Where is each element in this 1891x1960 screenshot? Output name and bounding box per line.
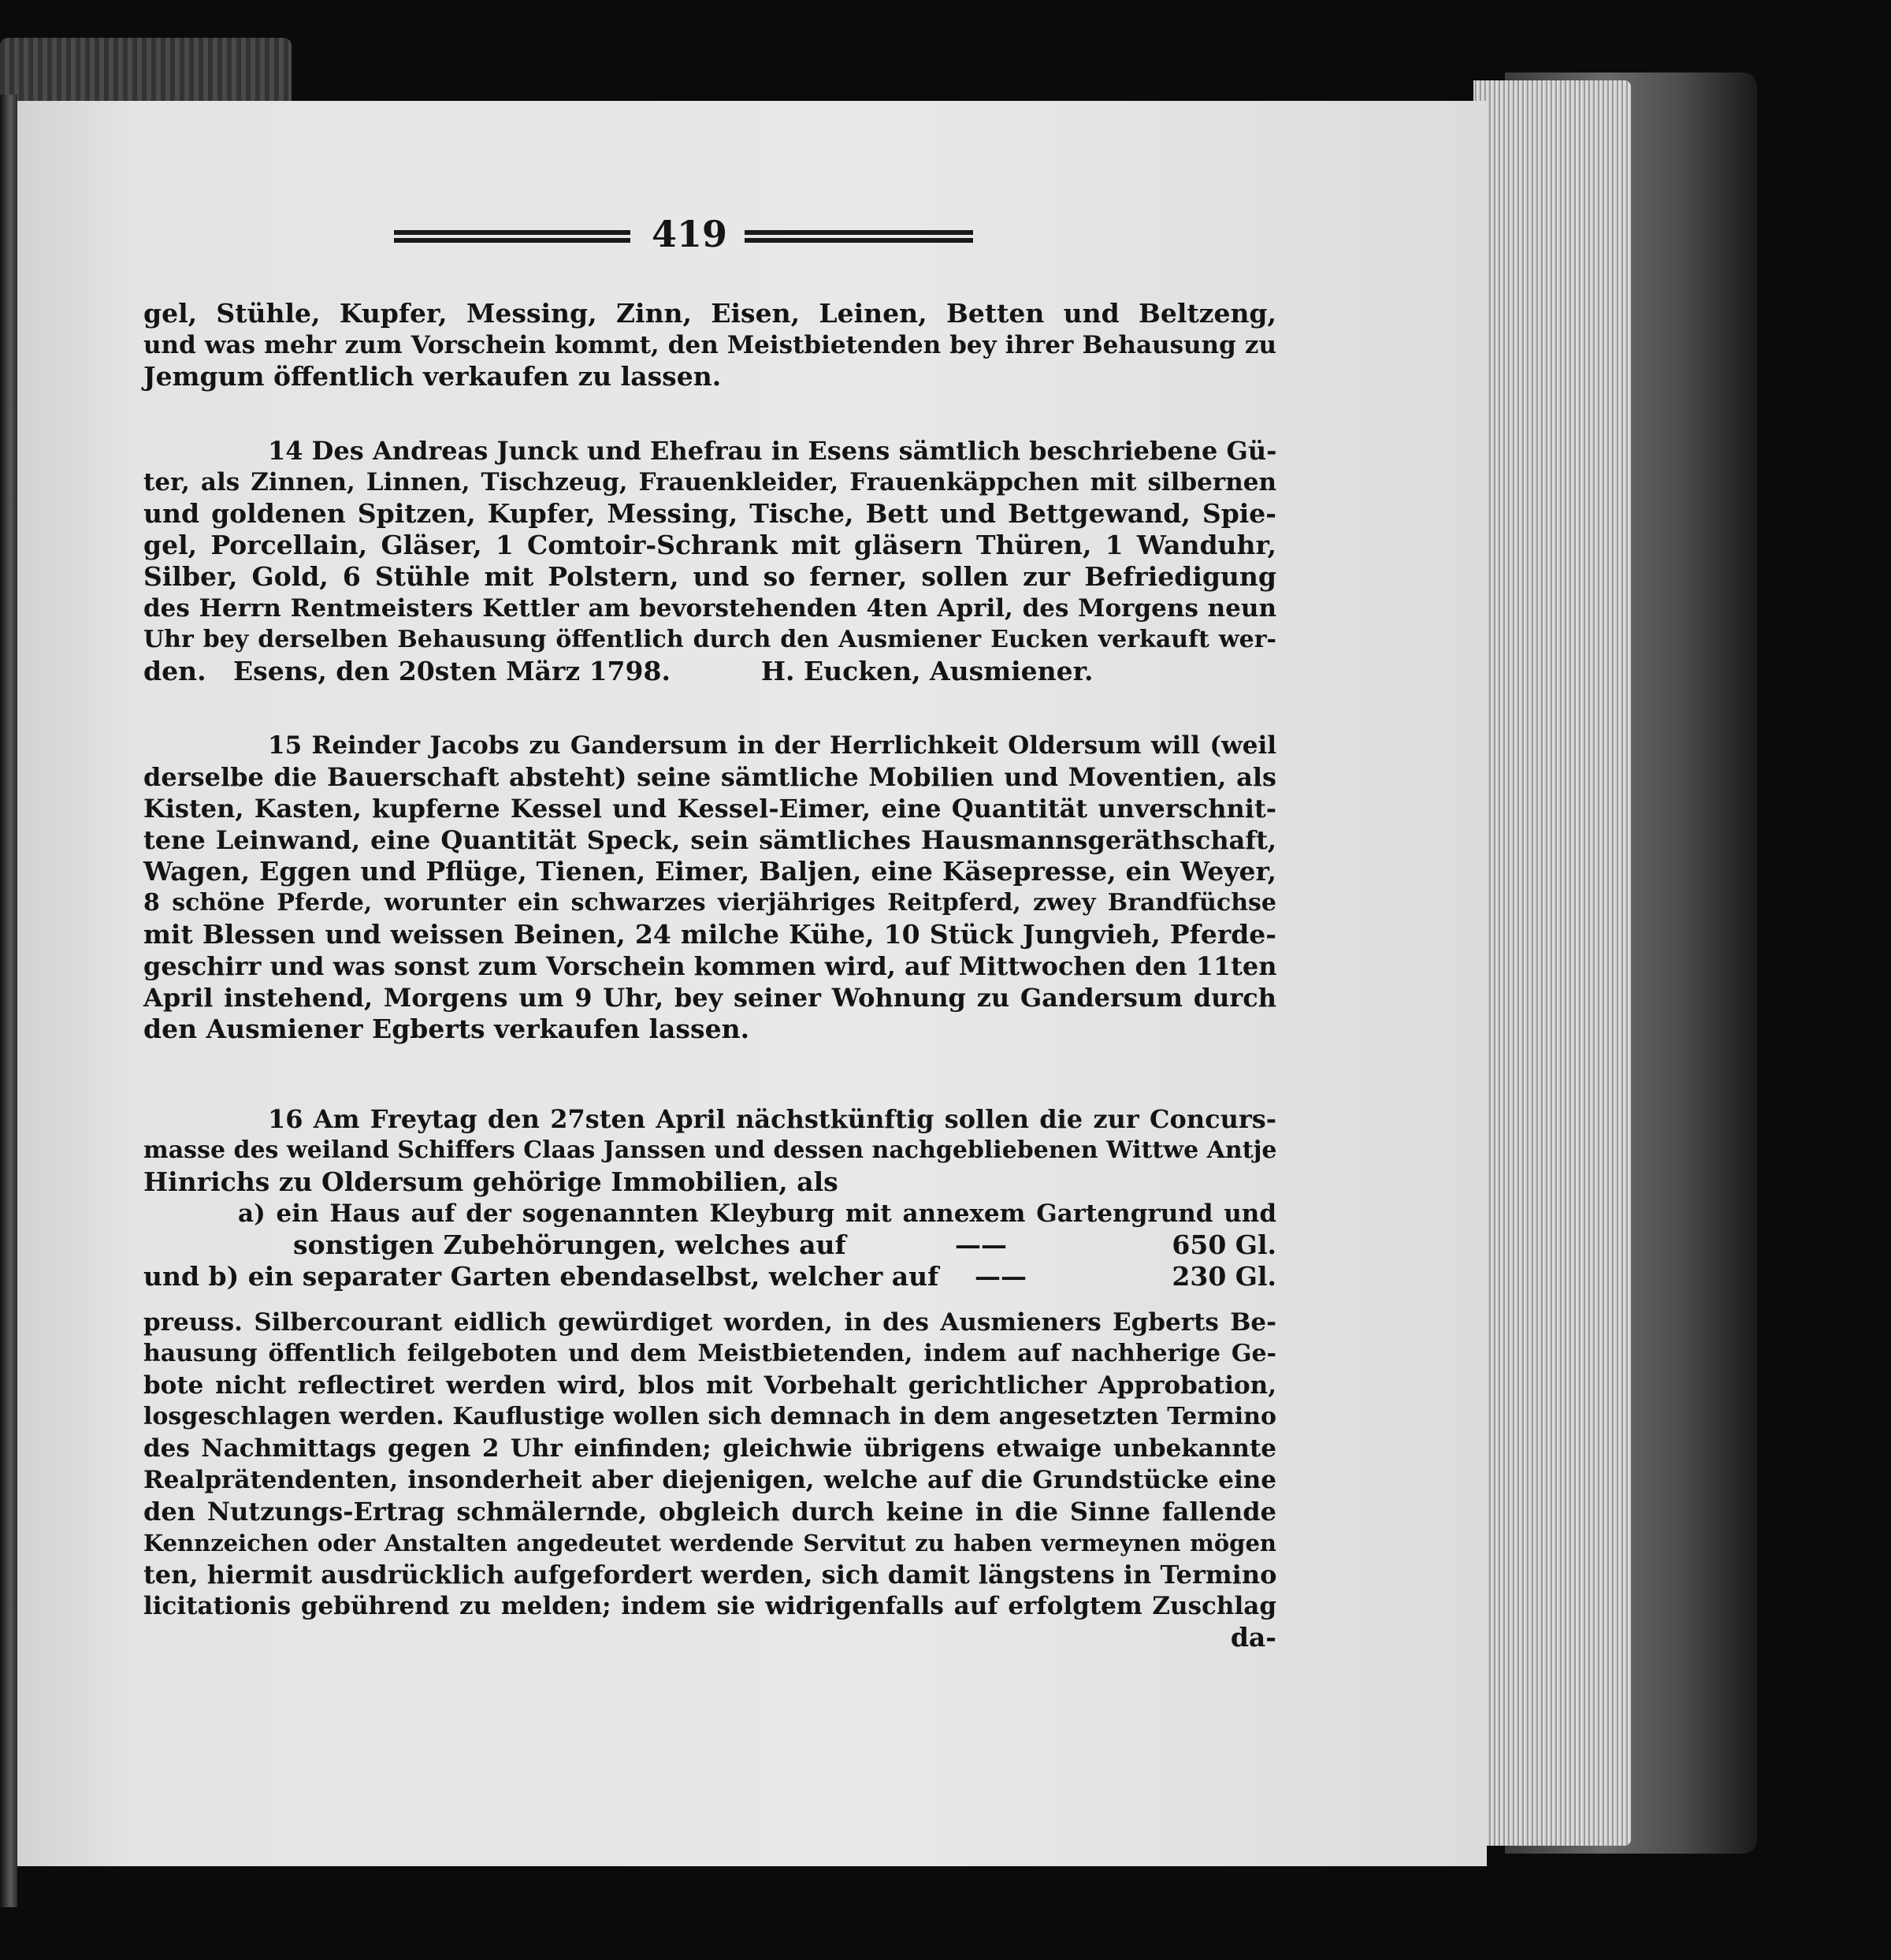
- text-line: Kennzeichen oder Anstalten angedeutet werdende Servitut zu haben vermeynen mögen: [143, 1530, 1276, 1556]
- catchword: da-: [1230, 1622, 1276, 1653]
- text-line: tene Leinwand, eine Quantität Speck, sein sämtliches Hausmannsgeräthschaft,: [143, 825, 1276, 855]
- item-a-dash: ——: [955, 1229, 1007, 1260]
- text-line: Wagen, Eggen und Pflüge, Tienen, Eimer, Baljen, eine Käsepresse, ein Weyer,: [143, 856, 1276, 887]
- text-line: und was mehr zum Vorschein kommt, den Meistbietenden bey ihrer Behausung zu: [143, 331, 1276, 359]
- binding-fabric: [0, 38, 292, 109]
- item-b-line: [143, 1261, 1276, 1292]
- text-line: den Ausmiener Egberts verkaufen lassen.: [143, 1013, 750, 1044]
- entry-14-start: 14 Des Andreas Junck und Ehefrau in Esens sämtlich beschriebene Gü-: [268, 436, 1277, 466]
- header-rule-left: [394, 230, 630, 243]
- text-line: Hinrichs zu Oldersum gehörige Immobilien, als: [143, 1166, 838, 1197]
- text-line: losgeschlagen werden. Kauflustige wollen sich demnach in dem angesetzten Termino: [143, 1403, 1276, 1430]
- spine-edge: [0, 95, 17, 1907]
- text-line: des Herrn Rentmeisters Kettler am bevorstehenden 4ten April, des Morgens neun: [143, 594, 1276, 623]
- page-text: [143, 298, 1276, 1653]
- text-line: hausung öffentlich feilgeboten und dem Meistbietenden, indem auf nachherige Ge-: [143, 1340, 1276, 1367]
- page-number: 419: [651, 213, 728, 255]
- text-line: geschirr und was sonst zum Vorschein kommen wird, auf Mittwochen den 11ten: [143, 951, 1277, 981]
- item-a-amount: 650 Gl.: [1172, 1229, 1276, 1260]
- header-rule-right: [745, 230, 973, 243]
- text-line: mit Blessen und weissen Beinen, 24 milche Kühe, 10 Stück Jungvieh, Pferde-: [143, 919, 1276, 950]
- item-a-value-line: [143, 1229, 1276, 1261]
- text-line: Kisten, Kasten, kupferne Kessel und Kessel-Eimer, eine Quantität unverschnit-: [143, 794, 1276, 824]
- item-b-amount: 230 Gl.: [1172, 1261, 1276, 1292]
- text-line: licitationis gebührend zu melden; indem sie widrigenfalls auf erfolgtem Zuschlag: [143, 1592, 1276, 1620]
- text-line: und goldenen Spitzen, Kupfer, Messing, Tische, Bett und Bettgewand, Spie-: [143, 498, 1276, 529]
- item-b-dash: ——: [975, 1261, 1027, 1292]
- text-line: masse des weiland Schiffers Claas Janssen und dessen nachgebliebenen Wittwe Antje: [143, 1136, 1277, 1164]
- signature-line: den. Esens, den 20sten März 1798. H. Eucken, Ausmiener.: [143, 656, 1094, 686]
- text-line: Uhr bey derselben Behausung öffentlich durch den Ausmiener Eucken verkauft wer-: [143, 626, 1276, 653]
- text-line: April instehend, Morgens um 9 Uhr, bey seiner Wohnung zu Gandersum durch: [143, 983, 1276, 1013]
- text-line: 8 schöne Pferde, worunter ein schwarzes vierjähriges Reitpferd, zwey Brandfüchse: [143, 889, 1276, 917]
- item-a-text: sonstigen Zubehörungen, welches auf: [293, 1229, 846, 1260]
- page-edges: [1473, 80, 1631, 1846]
- text-line: bote nicht reflectiret werden wird, blos mit Vorbehalt gerichtlicher Approbation,: [143, 1371, 1276, 1400]
- page-header: [394, 213, 977, 260]
- entry-16-start: 16 Am Freytag den 27sten April nächstkünftig sollen die zur Concurs-: [268, 1104, 1276, 1134]
- text-line: Realprätendenten, insonderheit aber diejenigen, welche auf die Grundstücke eine: [143, 1466, 1276, 1494]
- text-line: des Nachmittags gegen 2 Uhr einfinden; gleichwie übrigens etwaige unbekannte: [143, 1434, 1276, 1463]
- text-line: gel, Stühle, Kupfer, Messing, Zinn, Eisen, Leinen, Betten und Beltzeng,: [143, 298, 1276, 329]
- text-line: den Nutzungs-Ertrag schmälernde, obgleich durch keine in die Sinne fallende: [143, 1497, 1276, 1527]
- item-b-text: und b) ein separater Garten ebendaselbst, welcher auf: [143, 1261, 939, 1292]
- text-line: Silber, Gold, 6 Stühle mit Polstern, und so ferner, sollen zur Befriedigung: [143, 561, 1276, 592]
- entry-15-start: 15 Reinder Jacobs zu Gandersum in der Herrlichkeit Oldersum will (weil: [268, 731, 1276, 760]
- text-line: preuss. Silbercourant eidlich gewürdiget worden, in des Ausmieners Egberts Be-: [143, 1308, 1276, 1337]
- text-line: derselbe die Bauerschaft absteht) seine sämtliche Mobilien und Moventien, als: [143, 762, 1276, 792]
- text-line: ter, als Zinnen, Linnen, Tischzeug, Frauenkleider, Frauenkäppchen mit silbernen: [143, 468, 1276, 497]
- text-line: gel, Porcellain, Gläser, 1 Comtoir-Schrank mit gläsern Thüren, 1 Wanduhr,: [143, 530, 1276, 560]
- item-a-line: a) ein Haus auf der sogenannten Kleyburg mit annexem Gartengrund und: [238, 1199, 1276, 1228]
- text-line: ten, hiermit ausdrücklich aufgefordert werden, sich damit längstens in Termino: [143, 1560, 1277, 1590]
- text-line: Jemgum öffentlich verkaufen zu lassen.: [143, 361, 722, 392]
